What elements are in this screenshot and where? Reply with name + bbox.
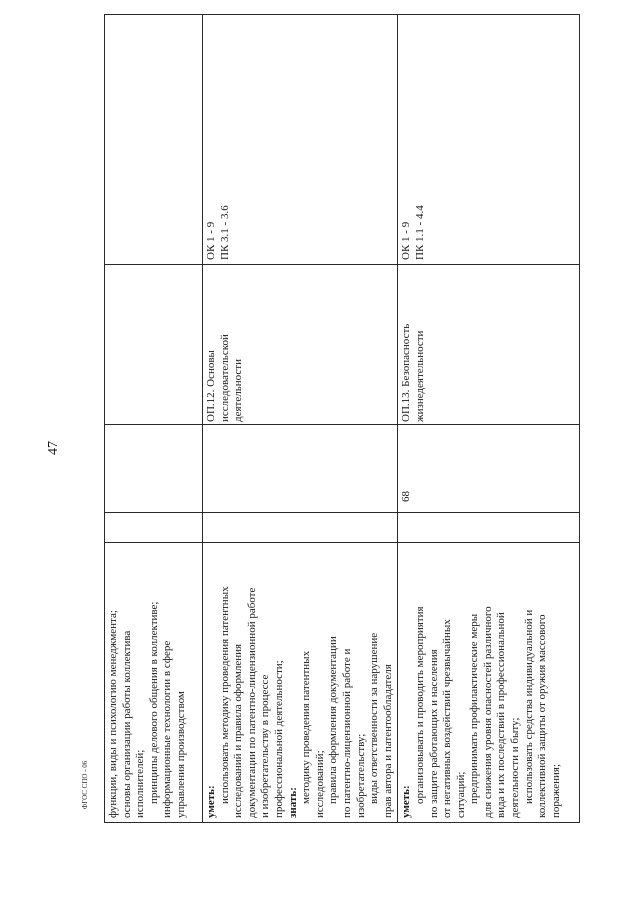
table-row bbox=[105, 15, 203, 823]
hours-cell bbox=[398, 425, 580, 513]
competency-cell bbox=[105, 15, 203, 265]
footer-code: ФГОС СПО - 06 bbox=[81, 760, 89, 810]
text-line: поражения; bbox=[549, 764, 562, 818]
discipline-cell bbox=[398, 265, 580, 425]
competency-general: ОК 1 - 9 bbox=[400, 221, 413, 260]
empty-cell bbox=[398, 513, 580, 543]
text-line: исследований; bbox=[313, 750, 326, 818]
section-heading: уметь: bbox=[205, 785, 217, 818]
text-line: основы организации работы коллектива bbox=[120, 630, 133, 818]
text-line: ситуаций; bbox=[454, 771, 467, 818]
text-line: и изобретательству в процессе bbox=[259, 674, 272, 818]
text-line: организовывать и проводить мероприятия bbox=[413, 606, 426, 804]
discipline-cell bbox=[203, 265, 398, 425]
text-line: предпринимать профилактические меры bbox=[468, 613, 481, 804]
hours-value: 68 bbox=[400, 491, 413, 502]
page-number: 47 bbox=[46, 441, 61, 455]
text-line: для снижения уровня опасностей различного bbox=[481, 606, 494, 818]
text-line: исполнителей; bbox=[134, 749, 147, 818]
requirements-cell bbox=[105, 543, 203, 823]
text-line: функции, виды и психологию менеджмента; bbox=[107, 610, 119, 818]
text-line: управления производством bbox=[174, 691, 187, 818]
curriculum-table bbox=[104, 14, 580, 823]
hours-cell bbox=[203, 425, 398, 513]
text-line: документации по патентно-лицензионной работе bbox=[245, 587, 258, 818]
text-line: по защите работающих и населения bbox=[427, 649, 440, 818]
table-row bbox=[203, 15, 398, 823]
competency-cell bbox=[398, 15, 580, 265]
text-line: принципы делового общения в коллективе; bbox=[147, 601, 160, 804]
hours-cell bbox=[105, 425, 203, 513]
discipline-cell bbox=[105, 265, 203, 425]
text-line: по патентно-лицензионной работе и bbox=[340, 648, 353, 818]
competency-professional: ПК 3.1 - 3.6 bbox=[218, 205, 231, 260]
text-line: использовать средства индивидуальной и bbox=[522, 609, 535, 804]
competency-general: ОК 1 - 9 bbox=[205, 221, 217, 260]
competency-professional: ПК 1.1 - 4.4 bbox=[413, 205, 426, 260]
text-line: правила оформления документации bbox=[327, 636, 340, 804]
text-line: деятельности и быту; bbox=[509, 717, 522, 818]
text-line: исследований и правила оформления bbox=[232, 643, 245, 818]
text-line: профессиональной деятельности; bbox=[272, 660, 285, 818]
discipline-name: ОП.13. Безопасность жизнедеятельности bbox=[400, 323, 426, 422]
text-line: от негативных воздействий чрезвычайных bbox=[441, 619, 454, 818]
section-heading: уметь: bbox=[400, 785, 413, 818]
requirements-cell bbox=[203, 543, 398, 823]
requirements-cell bbox=[398, 543, 580, 823]
text-line: методику проведения патентных bbox=[300, 650, 313, 804]
empty-cell bbox=[203, 513, 398, 543]
text-line: коллективной защиты от оружия массового bbox=[536, 614, 549, 818]
rotated-table-wrapper bbox=[104, 15, 574, 823]
table-row bbox=[398, 15, 580, 823]
section-heading: знать: bbox=[286, 787, 299, 818]
text-line: изобретательству; bbox=[354, 733, 367, 818]
text-line: использовать методику проведения патентных bbox=[218, 586, 231, 804]
text-line: прав автора и патентообладателя bbox=[381, 664, 394, 818]
competency-cell bbox=[203, 15, 398, 265]
discipline-name: ОП.12. Основы исследовательской деятельности bbox=[205, 334, 245, 422]
text-line: виды ответственности за нарушение bbox=[368, 632, 381, 804]
text-line: вида и их последствий в профессиональной bbox=[495, 612, 508, 818]
empty-cell bbox=[105, 513, 203, 543]
text-line: информационные технологии в сфере bbox=[161, 640, 174, 818]
